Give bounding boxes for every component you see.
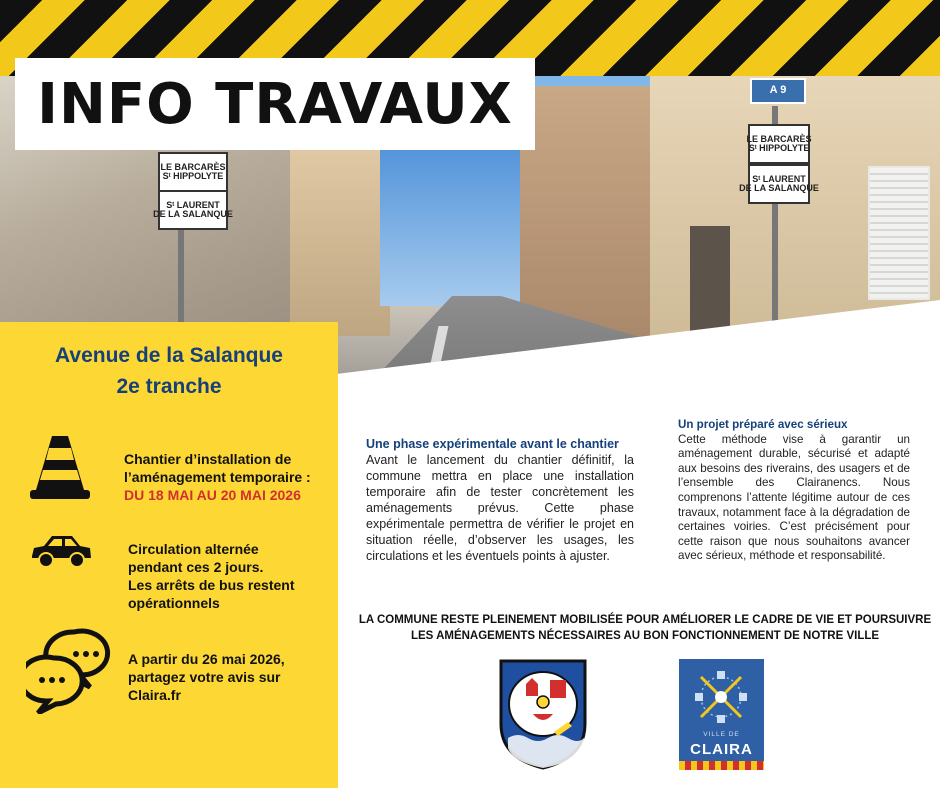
closing-statement (355, 612, 935, 644)
chantier-info (124, 450, 334, 504)
speech-bubbles-icon (26, 628, 116, 714)
claira-emblem-icon (691, 667, 751, 727)
photo-sky (380, 136, 530, 306)
chantier-dates: DU 18 MAI AU 20 MAI 2026 (124, 487, 301, 503)
experimental-phase-body: Avant le lancement du chantier définitif, la commune mettra en place une installation temporaire afin de tester concrètement les aménagements prévus. Cette phase expérimentale permettra de vérifier le projet en situation réelle, d’observer les usages, les circulations et les éventuels points à ajuster. (366, 453, 634, 563)
sign-barcares-right: LE BARCARÈS Sᵗ HIPPOLYTE (748, 124, 810, 164)
chantier-line-1: Chantier d’installation de (124, 451, 292, 467)
sign-a9: A 9 (750, 78, 806, 104)
traffic-cone-icon (28, 432, 92, 502)
avis-info (128, 650, 328, 704)
experimental-phase-section (366, 436, 634, 564)
sign-laurent-right: Sᵗ LAURENT LA SALANQUE (748, 164, 810, 204)
claira-logo-flag (679, 761, 764, 770)
closing-line-2: LES AMÉNAGEMENTS NÉCESSAIRES AU BON FONCTIONNEMENT DE NOTRE VILLE (410, 630, 880, 642)
claira-logo (679, 659, 764, 770)
circulation-line-1: Circulation alternée (128, 541, 259, 557)
street-name: Avenue de la Salanque (55, 344, 283, 367)
photo-wall-middle (290, 146, 390, 336)
street-heading (0, 340, 338, 402)
project-body: Cette méthode vise à garantir un aménagement durable, sécurisé et adapté aux besoins des riverains, des usagers et de l’ensemble des Clairanencs. Nous comprenons l’attente légitime autour de ces travaux, notamment face à la dégradation de certaines voiries. C’est précisément pour cette raison que nous souhaitons avancer avec sérieux, méthode et responsabilité. (678, 432, 910, 563)
claira-logo-subtitle: VILLE DE (703, 731, 740, 738)
coat-of-arms-logo (498, 658, 588, 770)
sign-barcares-left: LE BARCARÈS Sᵗ HIPPOLYTE (158, 152, 228, 192)
circulation-line-4: opérationnels (128, 595, 220, 611)
closing-line-1: LA COMMUNE RESTE PLEINEMENT MOBILISÉE POUR AMÉLIORER LE CADRE DE VIE ET POURSUIVRE (358, 614, 932, 626)
experimental-phase-heading: Une phase expérimentale avant le chantier (366, 437, 619, 451)
circulation-line-3: Les arrêts de bus restent (128, 577, 295, 593)
car-icon (28, 530, 94, 570)
photo-shutter (868, 166, 930, 300)
claira-logo-name: CLAIRA (690, 741, 753, 758)
circulation-line-2: pendant ces 2 jours. (128, 559, 264, 575)
chantier-line-2: l’aménagement temporaire : (124, 469, 311, 485)
info-panel (0, 322, 338, 788)
photo-building-stone (520, 86, 660, 346)
avis-line-1: A partir du 26 mai 2026, (128, 651, 285, 667)
circulation-info (128, 540, 333, 612)
sign-laurent-left: Sᵗ LAURENT DE LA SALANQUE (158, 190, 228, 230)
street-phase: 2e tranche (116, 375, 222, 398)
avis-line-2: partagez votre avis sur (128, 669, 281, 685)
avis-link[interactable]: Claira.fr (128, 687, 181, 703)
page-title: INFO TRAVAUX (37, 71, 513, 137)
project-heading: Un projet préparé avec sérieux (678, 418, 848, 431)
project-section (678, 418, 910, 564)
title-banner (15, 58, 535, 150)
